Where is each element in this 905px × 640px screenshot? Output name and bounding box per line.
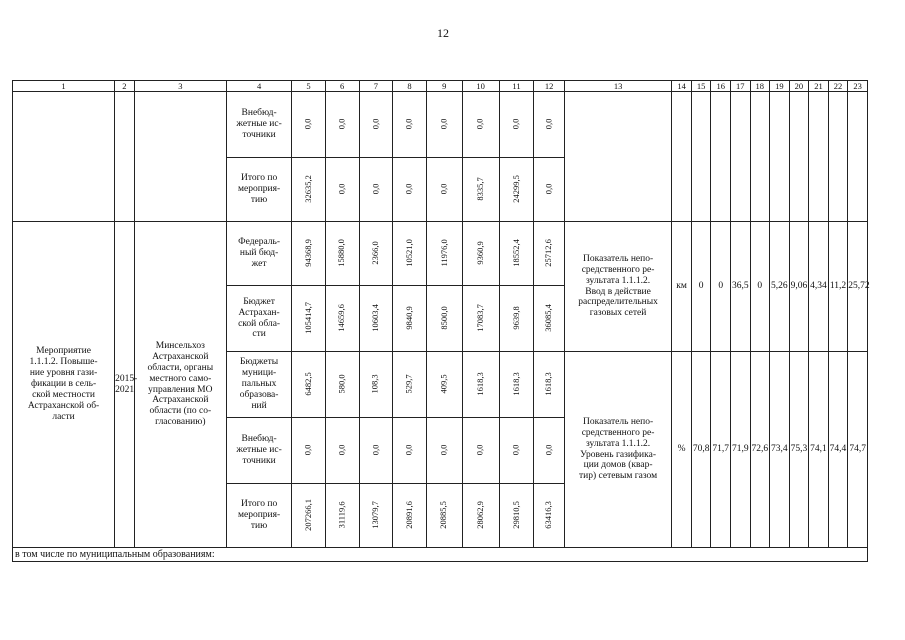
funding-source: Бюджет Астрахан- ской обла- сти bbox=[227, 286, 292, 352]
value-cell: 32635,2 bbox=[292, 158, 326, 222]
indicator-value: 11,2 bbox=[828, 222, 848, 352]
value-cell: 0,0 bbox=[393, 158, 427, 222]
indicator-value: 4,34 bbox=[809, 222, 829, 352]
value-cell: 24299,5 bbox=[499, 158, 534, 222]
value-cell: 108,3 bbox=[359, 352, 393, 418]
column-header: 1 bbox=[13, 81, 115, 92]
value-cell: 0,0 bbox=[393, 92, 427, 158]
value-cell: 20891,6 bbox=[393, 484, 427, 548]
column-number-row bbox=[13, 81, 868, 92]
empty-cell bbox=[828, 92, 848, 222]
value-cell: 0,0 bbox=[534, 158, 564, 222]
program-table bbox=[12, 80, 868, 562]
value-cell: 1618,3 bbox=[534, 352, 564, 418]
value-cell: 0,0 bbox=[292, 92, 326, 158]
value-cell: 0,0 bbox=[462, 92, 499, 158]
column-header: 14 bbox=[672, 81, 692, 92]
value-cell: 10521,0 bbox=[393, 222, 427, 286]
table-row bbox=[13, 222, 868, 286]
value-cell: 14659,6 bbox=[325, 286, 359, 352]
column-header: 4 bbox=[227, 81, 292, 92]
column-header: 10 bbox=[462, 81, 499, 92]
value-cell: 28062,9 bbox=[462, 484, 499, 548]
column-header: 23 bbox=[848, 81, 868, 92]
funding-source: Итого по мероприя- тию bbox=[227, 158, 292, 222]
value-cell: 1618,3 bbox=[462, 352, 499, 418]
value-cell: 15880,0 bbox=[325, 222, 359, 286]
value-cell: 0,0 bbox=[426, 418, 462, 484]
indicator-value: 0 bbox=[691, 222, 711, 352]
event-period: 2015- 2021 bbox=[115, 222, 135, 548]
value-cell: 0,0 bbox=[325, 158, 359, 222]
value-cell: 207266,1 bbox=[292, 484, 326, 548]
value-cell: 0,0 bbox=[359, 158, 393, 222]
column-header: 16 bbox=[711, 81, 731, 92]
column-header: 22 bbox=[828, 81, 848, 92]
value-cell: 0,0 bbox=[499, 92, 534, 158]
value-cell: 0,0 bbox=[462, 418, 499, 484]
value-cell: 9639,8 bbox=[499, 286, 534, 352]
value-cell: 63416,3 bbox=[534, 484, 564, 548]
column-header: 8 bbox=[393, 81, 427, 92]
empty-cell bbox=[672, 92, 692, 222]
column-header: 18 bbox=[750, 81, 770, 92]
indicator-text: Показатель непо- средственного ре- зультата 1.1.1.2. Ввод в действие распределительных газовых сетей bbox=[564, 222, 672, 352]
column-header: 12 bbox=[534, 81, 564, 92]
value-cell: 0,0 bbox=[359, 418, 393, 484]
table-row bbox=[13, 548, 868, 562]
value-cell: 8335,7 bbox=[462, 158, 499, 222]
value-cell: 0,0 bbox=[325, 418, 359, 484]
value-cell: 20885,5 bbox=[426, 484, 462, 548]
value-cell: 36085,4 bbox=[534, 286, 564, 352]
column-header: 7 bbox=[359, 81, 393, 92]
column-header: 3 bbox=[134, 81, 226, 92]
indicator-value: 25,72 bbox=[848, 222, 868, 352]
indicator-unit: % bbox=[672, 352, 692, 548]
value-cell: 6482,5 bbox=[292, 352, 326, 418]
indicator-value: 9,06 bbox=[789, 222, 809, 352]
column-header: 6 bbox=[325, 81, 359, 92]
value-cell: 0,0 bbox=[426, 92, 462, 158]
value-cell: 0,0 bbox=[499, 418, 534, 484]
indicator-value: 36,5 bbox=[730, 222, 750, 352]
page-number: 12 bbox=[437, 26, 449, 40]
empty-cell bbox=[134, 92, 226, 222]
indicator-value: 74,7 bbox=[848, 352, 868, 548]
indicator-text: Показатель непо- средственного ре- зультата 1.1.1.2. Уровень газифика- ции домов (квар- тир) сетевым газом bbox=[564, 352, 672, 548]
value-cell: 9360,9 bbox=[462, 222, 499, 286]
column-header: 21 bbox=[809, 81, 829, 92]
indicator-value: 0 bbox=[750, 222, 770, 352]
funding-source: Итого по мероприя- тию bbox=[227, 484, 292, 548]
value-cell: 18552,4 bbox=[499, 222, 534, 286]
empty-cell bbox=[730, 92, 750, 222]
empty-cell bbox=[848, 92, 868, 222]
value-cell: 0,0 bbox=[292, 418, 326, 484]
value-cell: 29810,5 bbox=[499, 484, 534, 548]
indicator-value: 74,1 bbox=[809, 352, 829, 548]
indicator-value: 71,7 bbox=[711, 352, 731, 548]
indicator-value: 0 bbox=[711, 222, 731, 352]
value-cell: 9840,9 bbox=[393, 286, 427, 352]
value-cell: 0,0 bbox=[426, 158, 462, 222]
empty-cell bbox=[789, 92, 809, 222]
value-cell: 580,0 bbox=[325, 352, 359, 418]
indicator-value: 75,3 bbox=[789, 352, 809, 548]
event-name: Мероприятие 1.1.1.2. Повыше- ние уровня гази- фикации в сель- ской местности Астраханской об- ласти bbox=[13, 222, 115, 548]
value-cell: 0,0 bbox=[393, 418, 427, 484]
value-cell: 11976,0 bbox=[426, 222, 462, 286]
value-cell: 13079,7 bbox=[359, 484, 393, 548]
empty-cell bbox=[750, 92, 770, 222]
value-cell: 17083,7 bbox=[462, 286, 499, 352]
empty-cell bbox=[564, 92, 672, 222]
value-cell: 25712,6 bbox=[534, 222, 564, 286]
funding-source: Внебюд- жетные ис- точники bbox=[227, 92, 292, 158]
indicator-value: 70,8 bbox=[691, 352, 711, 548]
empty-cell bbox=[115, 92, 135, 222]
funding-source: Внебюд- жетные ис- точники bbox=[227, 418, 292, 484]
value-cell: 0,0 bbox=[534, 92, 564, 158]
empty-cell bbox=[809, 92, 829, 222]
value-cell: 529,7 bbox=[393, 352, 427, 418]
indicator-value: 73,4 bbox=[770, 352, 790, 548]
column-header: 5 bbox=[292, 81, 326, 92]
indicator-value: 72,6 bbox=[750, 352, 770, 548]
value-cell: 0,0 bbox=[325, 92, 359, 158]
event-executor: Минсельхоз Астраханской области, органы местного само- управления МО Астраханской области (по со- гласованию) bbox=[134, 222, 226, 548]
empty-cell bbox=[691, 92, 711, 222]
column-header: 17 bbox=[730, 81, 750, 92]
value-cell: 0,0 bbox=[359, 92, 393, 158]
column-header: 19 bbox=[770, 81, 790, 92]
empty-cell bbox=[13, 92, 115, 222]
table-row bbox=[13, 92, 868, 158]
value-cell: 2366,0 bbox=[359, 222, 393, 286]
funding-source: Федераль- ный бюд- жет bbox=[227, 222, 292, 286]
value-cell: 409,5 bbox=[426, 352, 462, 418]
value-cell: 1618,3 bbox=[499, 352, 534, 418]
funding-source: Бюджеты муници- пальных образова- ний bbox=[227, 352, 292, 418]
indicator-unit: км bbox=[672, 222, 692, 352]
indicator-value: 5,26 bbox=[770, 222, 790, 352]
column-header: 13 bbox=[564, 81, 672, 92]
footer-note: в том числе по муниципальным образованиям: bbox=[13, 548, 868, 562]
value-cell: 0,0 bbox=[534, 418, 564, 484]
column-header: 20 bbox=[789, 81, 809, 92]
empty-cell bbox=[711, 92, 731, 222]
value-cell: 8500,0 bbox=[426, 286, 462, 352]
column-header: 9 bbox=[426, 81, 462, 92]
column-header: 11 bbox=[499, 81, 534, 92]
indicator-value: 71,9 bbox=[730, 352, 750, 548]
empty-cell bbox=[770, 92, 790, 222]
indicator-value: 74,4 bbox=[828, 352, 848, 548]
value-cell: 105414,7 bbox=[292, 286, 326, 352]
value-cell: 94368,9 bbox=[292, 222, 326, 286]
value-cell: 10603,4 bbox=[359, 286, 393, 352]
column-header: 2 bbox=[115, 81, 135, 92]
value-cell: 31119,6 bbox=[325, 484, 359, 548]
column-header: 15 bbox=[691, 81, 711, 92]
